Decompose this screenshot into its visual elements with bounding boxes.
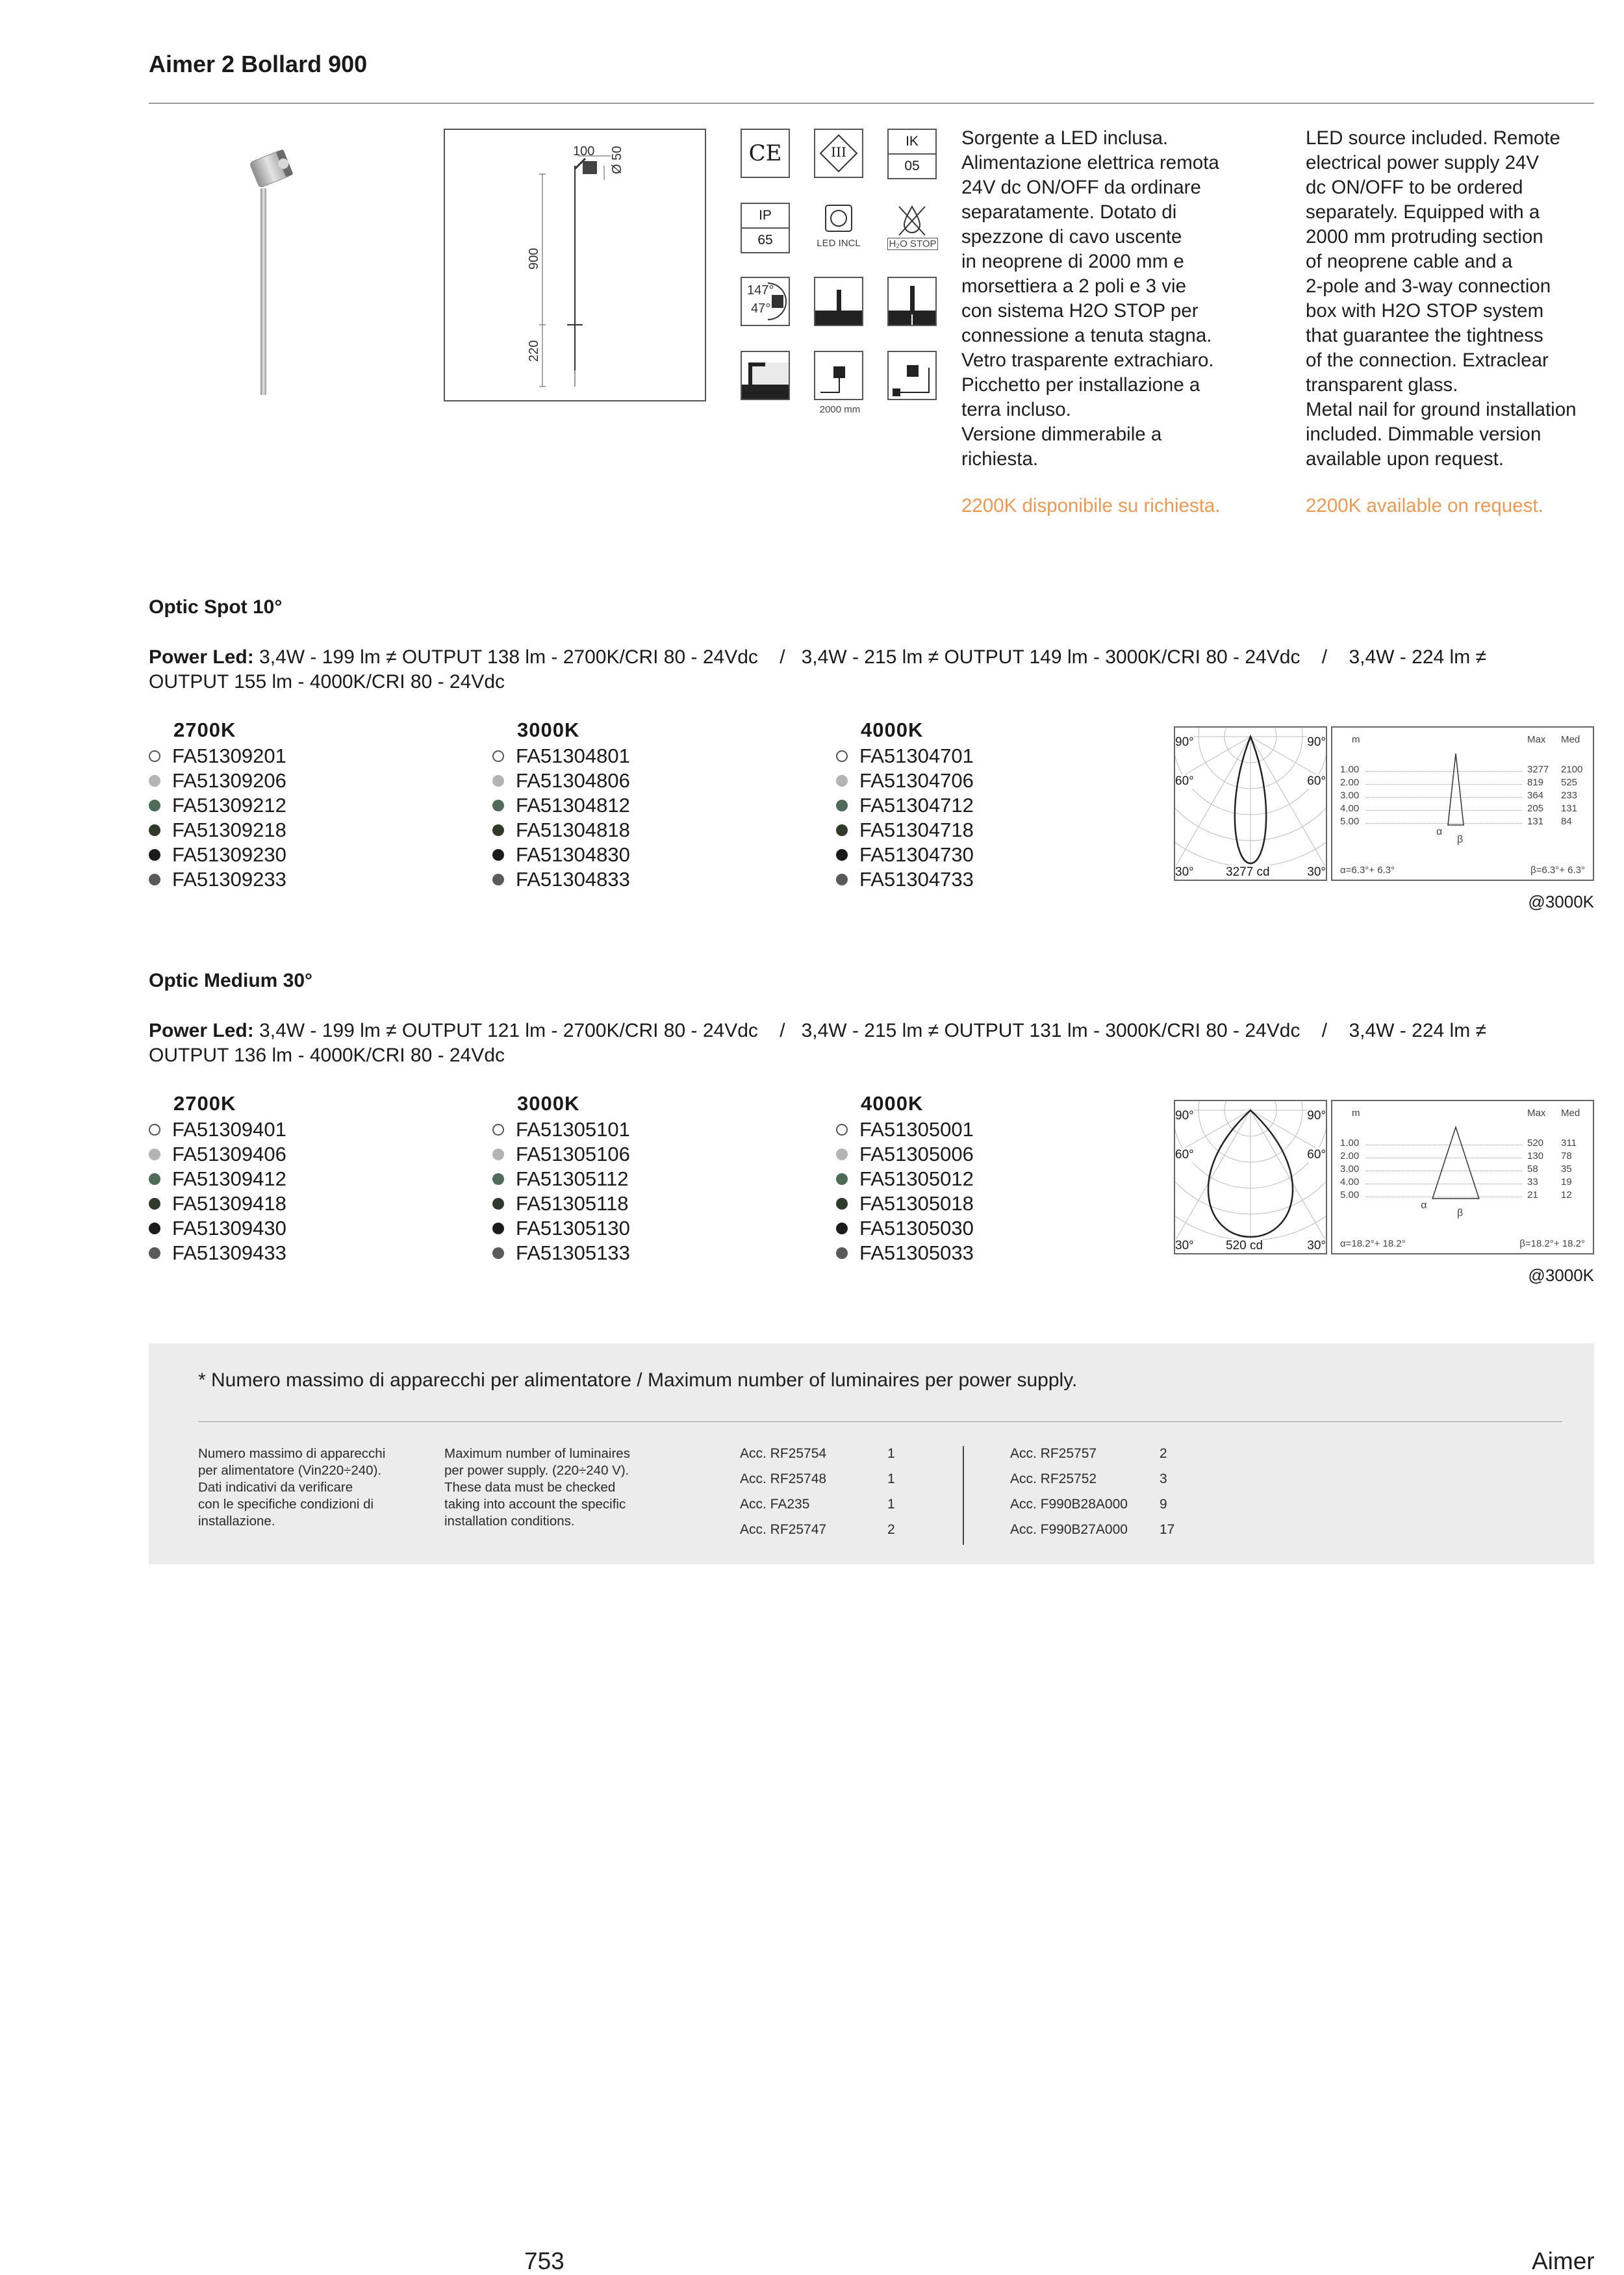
finish-color-swatch — [836, 1149, 848, 1160]
finish-color-swatch — [492, 1173, 504, 1185]
color-temp-heading: 3000K — [517, 718, 580, 741]
table-distance: 5.00 — [1340, 816, 1360, 827]
polar-label: 30° — [1175, 1239, 1194, 1252]
finish-color-swatch — [836, 800, 848, 811]
product-code-item[interactable] — [836, 1167, 974, 1191]
polar-label: 30° — [1307, 865, 1326, 879]
optic-title: Optic Spot 10° — [149, 596, 283, 618]
table-distance: 3.00 — [1340, 790, 1360, 801]
finish-color-swatch — [492, 1198, 504, 1210]
product-code: FA51305006 — [859, 1143, 974, 1165]
finish-color-swatch — [492, 1149, 504, 1160]
accessory-code: Acc. RF25754 — [740, 1446, 827, 1461]
accessory-code: Acc. RF25752 — [1010, 1471, 1097, 1486]
power-supply-divider — [198, 1421, 1562, 1422]
product-code: FA51309233 — [172, 868, 286, 891]
finish-color-swatch — [492, 1223, 504, 1234]
product-code-item[interactable] — [149, 744, 286, 769]
table-header-med: Med — [1561, 1108, 1580, 1119]
table-max: 205 — [1527, 803, 1544, 814]
finish-color-swatch — [492, 750, 504, 762]
product-code-item[interactable] — [492, 1191, 630, 1216]
table-header-distance: m — [1352, 734, 1360, 745]
table-distance: 3.00 — [1340, 1163, 1360, 1175]
product-code: FA51305133 — [516, 1241, 630, 1264]
table-med: 525 — [1561, 777, 1578, 788]
power-led-line2: OUTPUT 136 lm - 4000K/CRI 80 - 24Vdc — [149, 1045, 505, 1066]
polar-label: 30° — [1175, 865, 1194, 879]
ik-rating-icon: IK 05 — [887, 129, 937, 179]
table-header-max: Max — [1527, 1108, 1546, 1119]
product-code-item[interactable] — [149, 1241, 286, 1265]
product-code-item[interactable] — [492, 744, 630, 769]
product-code: FA51304801 — [516, 744, 630, 767]
product-code: FA51309401 — [172, 1118, 286, 1141]
finish-color-swatch — [149, 824, 160, 836]
polar-label: 60° — [1175, 1148, 1194, 1162]
polar-label: 30° — [1307, 1239, 1326, 1252]
table-med: 233 — [1561, 790, 1578, 801]
product-code-item[interactable] — [149, 843, 286, 867]
bollard-install-icon — [814, 277, 863, 326]
polar-label: 60° — [1307, 1148, 1326, 1162]
table-max: 364 — [1527, 790, 1544, 801]
product-code: FA51305101 — [516, 1118, 630, 1141]
product-code-item[interactable] — [492, 867, 630, 892]
availability-note-en: 2200K available on request. — [1306, 495, 1543, 516]
dim-width: 100 — [573, 144, 595, 159]
product-code-list — [836, 1117, 974, 1265]
power-led-label: Power Led: — [149, 1020, 254, 1041]
dim-spike: 220 — [527, 340, 541, 362]
beta-note: β=6.3°+ 6.3° — [1530, 865, 1585, 876]
table-max: 58 — [1527, 1163, 1538, 1175]
product-code-item[interactable] — [836, 1117, 974, 1142]
polar-label: 60° — [1307, 774, 1326, 788]
product-code-item[interactable] — [836, 744, 974, 769]
product-code: FA51304701 — [859, 744, 974, 767]
optic-section-spot — [149, 596, 1594, 921]
power-supply-headline: * Numero massimo di apparecchi per alimentatore / Maximum number of luminaires per power supply. — [198, 1369, 1078, 1391]
product-code: FA51304806 — [516, 769, 630, 792]
illuminance-table — [1331, 726, 1594, 881]
finish-color-swatch — [149, 1149, 160, 1160]
product-code-item[interactable] — [492, 769, 630, 793]
finish-color-swatch — [836, 1173, 848, 1185]
product-code-item[interactable] — [492, 1241, 630, 1265]
power-led-line2: OUTPUT 155 lm - 4000K/CRI 80 - 24Vdc — [149, 671, 505, 693]
accessory-max-count: 2 — [1160, 1446, 1167, 1461]
table-med: 311 — [1561, 1138, 1577, 1149]
table-max: 819 — [1527, 777, 1544, 788]
finish-color-swatch — [836, 849, 848, 861]
accessory-max-count: 1 — [887, 1471, 895, 1486]
product-code-item[interactable] — [836, 843, 974, 867]
product-code: FA51309412 — [172, 1167, 286, 1190]
product-code: FA51305018 — [859, 1192, 974, 1215]
finish-color-swatch — [149, 775, 160, 787]
product-code-list — [149, 744, 286, 892]
alpha-label: α — [1421, 1200, 1427, 1211]
power-supply-note-it: Numero massimo di apparecchi per alimentatore (Vin220÷240). Dati indicativi da verificare con le specifiche condizioni di installazione. — [198, 1446, 386, 1529]
finish-color-swatch — [836, 1198, 848, 1210]
illuminance-table — [1331, 1100, 1594, 1254]
finish-color-swatch — [492, 775, 504, 787]
finish-color-swatch — [149, 800, 160, 811]
connection-box-icon — [887, 351, 937, 400]
table-max: 21 — [1527, 1189, 1538, 1201]
product-code: FA51305118 — [516, 1192, 629, 1215]
h2o-stop-icon: H₂O STOP — [887, 203, 937, 253]
table-header-med: Med — [1561, 734, 1580, 745]
finish-color-swatch — [492, 849, 504, 861]
polar-grid — [1175, 1101, 1326, 1253]
ce-mark-icon: CE — [741, 129, 790, 178]
product-code-list — [492, 1117, 630, 1265]
product-code-item[interactable] — [836, 1191, 974, 1216]
product-code-item[interactable] — [836, 1142, 974, 1167]
product-code: FA51305030 — [859, 1217, 974, 1239]
light-cone-outline — [1448, 754, 1464, 825]
technical-drawing — [444, 129, 706, 401]
polar-grid — [1175, 728, 1326, 880]
optic-title: Optic Medium 30° — [149, 970, 313, 991]
product-code-item[interactable] — [492, 1142, 630, 1167]
product-code-list — [836, 744, 974, 892]
beta-note: β=18.2°+ 18.2° — [1519, 1238, 1585, 1249]
page-number: 753 — [524, 2248, 565, 2274]
reference-temp: @3000K — [1528, 1265, 1594, 1285]
product-code-item[interactable] — [836, 867, 974, 892]
finish-color-swatch — [836, 1223, 848, 1234]
table-max: 520 — [1527, 1138, 1544, 1149]
light-cone — [1430, 752, 1482, 837]
table-header-max: Max — [1527, 734, 1546, 745]
product-code: FA51305033 — [859, 1241, 974, 1264]
light-distribution-icon — [741, 351, 790, 400]
accessory-code: Acc. RF25747 — [740, 1522, 827, 1537]
product-code: FA51309430 — [172, 1217, 286, 1239]
beta-label: β — [1457, 1208, 1464, 1219]
finish-color-swatch — [492, 874, 504, 885]
power-led-spec — [149, 645, 1594, 694]
accessory-code: Acc. FA235 — [740, 1497, 810, 1512]
polar-label: 90° — [1307, 1109, 1326, 1123]
product-code: FA51309406 — [172, 1143, 286, 1165]
product-code-item[interactable] — [149, 793, 286, 818]
alpha-note: α=18.2°+ 18.2° — [1340, 1238, 1406, 1249]
product-code: FA51304833 — [516, 868, 630, 891]
color-temp-heading: 4000K — [861, 1092, 924, 1115]
finish-color-swatch — [149, 1173, 160, 1185]
accessory-max-count: 9 — [1160, 1497, 1167, 1512]
table-header-distance: m — [1352, 1108, 1360, 1119]
optic-section-medium — [149, 970, 1594, 1295]
alpha-label: α — [1436, 826, 1443, 837]
table-med: 131 — [1561, 803, 1578, 814]
table-med: 2100 — [1561, 764, 1583, 775]
polar-label: 90° — [1175, 1109, 1194, 1123]
product-code-item[interactable] — [836, 793, 974, 818]
product-code: FA51305112 — [516, 1167, 629, 1190]
reference-temp: @3000K — [1528, 892, 1594, 911]
product-photo — [240, 143, 305, 396]
product-family: Aimer — [1532, 2248, 1595, 2274]
cable-length-icon — [814, 351, 863, 400]
product-code-list — [492, 744, 630, 892]
product-code-item[interactable] — [149, 1167, 286, 1191]
polar-label: 520 cd — [1226, 1239, 1263, 1252]
product-code-item[interactable] — [149, 1117, 286, 1142]
product-code-item[interactable] — [492, 1117, 630, 1142]
finish-color-swatch — [149, 1198, 160, 1210]
power-led-line1: 3,4W - 199 lm ≠ OUTPUT 138 lm - 2700K/CRI 80 - 24Vdc / 3,4W - 215 lm ≠ OUTPUT 149 lm - 3000K/CRI 80 - 24Vdc / 3,4W - 224 lm ≠ — [259, 646, 1486, 668]
accessory-max-count: 2 — [887, 1522, 895, 1537]
table-med: 35 — [1561, 1163, 1572, 1175]
accessory-column-divider — [963, 1446, 964, 1545]
polar-label: 90° — [1307, 735, 1326, 749]
accessory-max-count: 1 — [887, 1497, 895, 1512]
ground-spike-icon — [887, 277, 937, 326]
color-temp-heading: 2700K — [173, 718, 236, 741]
finish-color-swatch — [149, 849, 160, 861]
finish-color-swatch — [492, 1247, 504, 1259]
accessory-code: Acc. RF25748 — [740, 1471, 827, 1486]
product-code-item[interactable] — [492, 793, 630, 818]
product-code: FA51309201 — [172, 744, 286, 767]
finish-color-swatch — [836, 824, 848, 836]
table-med: 19 — [1561, 1176, 1572, 1188]
finish-color-swatch — [836, 1124, 848, 1136]
table-med: 78 — [1561, 1150, 1572, 1162]
finish-color-swatch — [836, 874, 848, 885]
product-code-item[interactable] — [492, 818, 630, 843]
finish-color-swatch — [836, 775, 848, 787]
product-code-item[interactable] — [149, 1142, 286, 1167]
product-code-item[interactable] — [836, 769, 974, 793]
beta-label: β — [1457, 834, 1464, 845]
product-code: FA51305012 — [859, 1167, 974, 1190]
polar-label: 90° — [1175, 735, 1194, 749]
product-code-item[interactable] — [836, 1216, 974, 1241]
product-code-item[interactable] — [149, 867, 286, 892]
product-code: FA51304818 — [516, 819, 630, 841]
dim-height: 900 — [527, 248, 541, 270]
availability-note-it: 2200K disponibile su richiesta. — [961, 495, 1221, 516]
table-med: 84 — [1561, 816, 1572, 827]
product-code: FA51304712 — [859, 794, 974, 817]
color-temp-heading: 2700K — [173, 1092, 236, 1115]
dim-diameter: Ø 50 — [610, 146, 624, 174]
table-distance: 5.00 — [1340, 1189, 1360, 1201]
table-distance: 1.00 — [1340, 764, 1360, 775]
description-it: Sorgente a LED inclusa. Alimentazione elettrica remota 24V dc ON/OFF da ordinare separatamente. Dotato di spezzone di cavo uscente in neoprene di 2000 mm e morsettiera a 2 poli e 3 vie con sistema H2O STOP per connessione a tenuta stagna. Vetro trasparente extrachiaro. Picchetto per installazione a terra incluso. Versione dimmerabile a richiesta. — [961, 127, 1219, 470]
product-code-item[interactable] — [492, 1167, 630, 1191]
power-supply-note-en: Maximum number of luminaires per power supply. (220÷240 V). These data must be checked taking into account the specific installation conditions. — [444, 1446, 630, 1529]
product-code-item[interactable] — [149, 1216, 286, 1241]
tilt-angle-icon: 147° 47° — [741, 277, 790, 326]
polar-diagram — [1174, 726, 1327, 881]
product-code: FA51305106 — [516, 1143, 630, 1165]
color-temp-heading: 4000K — [861, 718, 924, 741]
power-led-line1: 3,4W - 199 lm ≠ OUTPUT 121 lm - 2700K/CRI 80 - 24Vdc / 3,4W - 215 lm ≠ OUTPUT 131 lm - 3000K/CRI 80 - 24Vdc / 3,4W - 224 lm ≠ — [259, 1020, 1486, 1041]
accessory-max-count: 3 — [1160, 1471, 1167, 1486]
power-led-label: Power Led: — [149, 646, 254, 668]
finish-color-swatch — [492, 1124, 504, 1136]
product-code-item[interactable] — [149, 818, 286, 843]
product-code: FA51304706 — [859, 769, 974, 792]
product-code: FA51305130 — [516, 1217, 630, 1239]
description-en: LED source included. Remote electrical power supply 24V dc ON/OFF to be ordered separately. Equipped with a 2000 mm protruding section of neoprene cable and a 2-pole and 3-way connection box with H2O STOP system that guarantee the tightness of the connection. Extraclear transparent glass. Metal nail for ground installation included. Dimmable version available upon request. — [1306, 127, 1577, 470]
polar-diagram — [1174, 1100, 1327, 1254]
page-title: Aimer 2 Bollard 900 — [149, 51, 368, 77]
table-distance: 1.00 — [1340, 1138, 1360, 1149]
table-med: 12 — [1561, 1189, 1572, 1201]
ip-rating-icon: IP 65 — [741, 203, 790, 253]
finish-color-swatch — [492, 800, 504, 811]
cable-length-label: 2000 mm — [819, 404, 861, 415]
accessory-max-count: 17 — [1160, 1522, 1175, 1537]
product-code-item[interactable] — [492, 1216, 630, 1241]
color-temp-heading: 3000K — [517, 1092, 580, 1115]
finish-color-swatch — [149, 874, 160, 885]
accessory-code: Acc. F990B28A000 — [1010, 1497, 1128, 1512]
product-code-list — [149, 1117, 286, 1265]
product-code: FA51309206 — [172, 769, 286, 792]
table-distance: 4.00 — [1340, 1176, 1360, 1188]
finish-color-swatch — [836, 1247, 848, 1259]
alpha-note: α=6.3°+ 6.3° — [1340, 865, 1395, 876]
finish-color-swatch — [836, 750, 848, 762]
accessory-code: Acc. F990B27A000 — [1010, 1522, 1128, 1537]
table-distance: 2.00 — [1340, 1150, 1360, 1162]
product-code: FA51309218 — [172, 819, 286, 841]
power-supply-box — [149, 1343, 1594, 1564]
product-code: FA51304733 — [859, 868, 974, 891]
table-max: 3277 — [1527, 764, 1549, 775]
product-code: FA51309433 — [172, 1241, 286, 1264]
product-code: FA51304830 — [516, 843, 630, 866]
product-code-item[interactable] — [149, 769, 286, 793]
table-max: 131 — [1527, 816, 1544, 827]
product-code-item[interactable] — [836, 1241, 974, 1265]
product-code-item[interactable] — [492, 843, 630, 867]
product-code: FA51309212 — [172, 794, 286, 817]
product-code: FA51304730 — [859, 843, 974, 866]
product-code: FA51305001 — [859, 1118, 974, 1141]
finish-color-swatch — [492, 824, 504, 836]
accessory-code: Acc. RF25757 — [1010, 1446, 1097, 1461]
finish-color-swatch — [149, 750, 160, 762]
table-max: 33 — [1527, 1176, 1538, 1188]
table-distance: 2.00 — [1340, 777, 1360, 788]
class-iii-icon: III — [814, 129, 863, 178]
product-code: FA51309418 — [172, 1192, 286, 1215]
finish-color-swatch — [149, 1223, 160, 1234]
power-led-spec — [149, 1019, 1594, 1068]
table-distance: 4.00 — [1340, 803, 1360, 814]
finish-color-swatch — [149, 1124, 160, 1136]
light-cone — [1430, 1126, 1482, 1210]
product-code-item[interactable] — [836, 818, 974, 843]
led-included-icon: LED INCL — [814, 203, 863, 253]
accessory-max-count: 1 — [887, 1446, 895, 1461]
product-code: FA51309230 — [172, 843, 286, 866]
product-code: FA51304718 — [859, 819, 974, 841]
finish-color-swatch — [149, 1247, 160, 1259]
polar-label: 60° — [1175, 774, 1194, 788]
product-code: FA51304812 — [516, 794, 630, 817]
product-code-item[interactable] — [149, 1191, 286, 1216]
header-divider — [149, 103, 1594, 104]
light-cone-outline — [1432, 1127, 1479, 1199]
polar-label: 3277 cd — [1226, 865, 1270, 879]
table-max: 130 — [1527, 1150, 1544, 1162]
